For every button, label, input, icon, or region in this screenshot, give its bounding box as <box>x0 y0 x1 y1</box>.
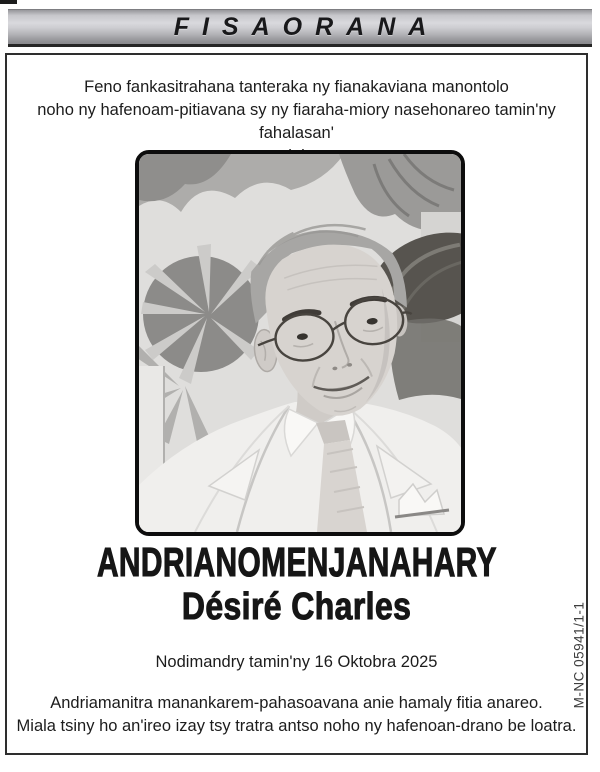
announcement-frame <box>5 53 588 755</box>
portrait-illustration <box>139 154 461 532</box>
title-banner <box>8 9 592 47</box>
reference-code: M-NC 05941/1-1 <box>571 601 587 709</box>
page-title: FISAORANA <box>173 12 440 41</box>
intro-line-1: Feno fankasitrahana tanteraka ny fianakaviana manontolo <box>84 78 509 96</box>
deceased-given-names: Désiré Charles <box>181 586 412 628</box>
closing-paragraph <box>7 692 586 737</box>
portrait-photo <box>135 150 465 536</box>
closing-line-1: Andriamanitra manankarem-pahasoavana anie hamaly fitia anareo. <box>50 694 543 712</box>
scan-artifact-mark <box>0 0 17 4</box>
intro-line-2: noho ny hafenoam-pitiavana sy ny fiaraha-miory nasehonareo tamin'ny fahalasan' <box>37 101 556 142</box>
death-date-line: Nodimandry tamin'ny 16 Oktobra 2025 <box>155 653 438 671</box>
closing-line-2: Miala tsiny ho an'ireo izay tsy tratra antso noho ny hafenoan-drano be loatra. <box>16 716 577 735</box>
deceased-family-name: ANDRIANOMENJANAHARY <box>96 539 497 585</box>
